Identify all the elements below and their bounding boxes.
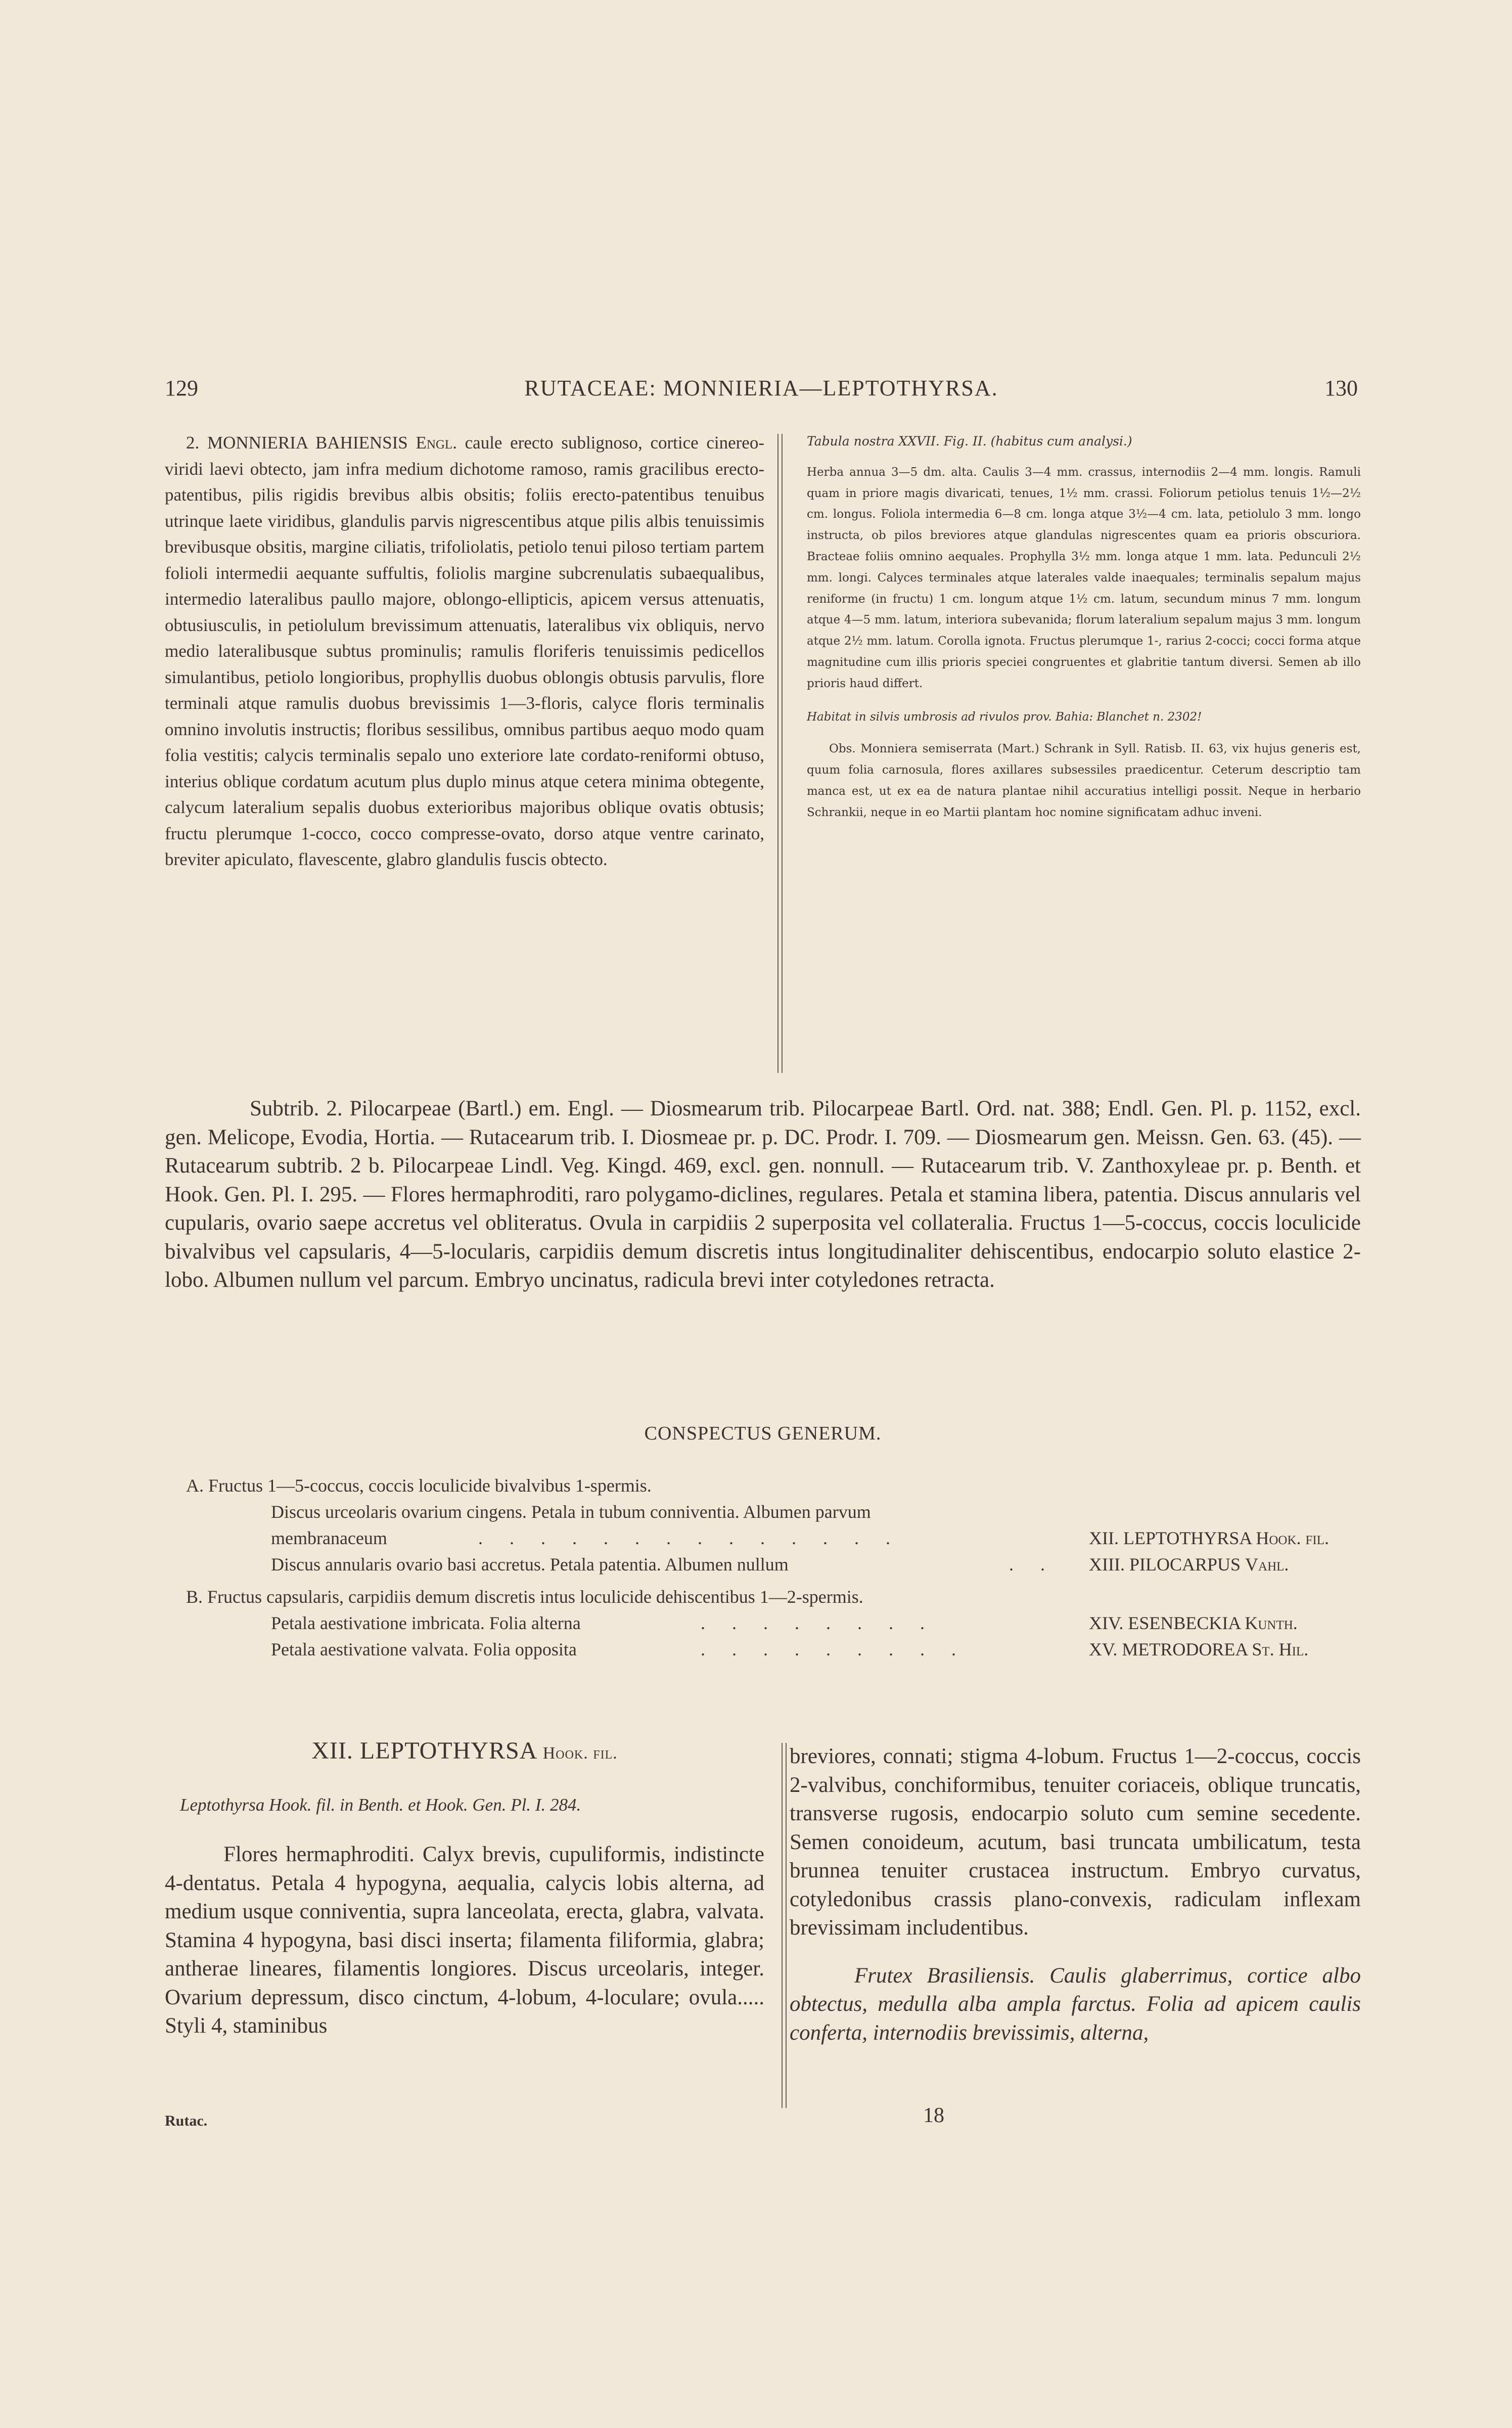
genus-leptothyrsa: XII. LEPTOTHYRSA Hook. fil. bbox=[1089, 1528, 1330, 1548]
species-notes bbox=[807, 431, 1361, 824]
key-row bbox=[165, 1525, 1361, 1551]
species-paragraph bbox=[165, 430, 764, 873]
key-row bbox=[165, 1610, 1361, 1636]
key-couplet: Petala aestivatione valvata. Folia opposita bbox=[271, 1639, 577, 1659]
genus-reference: Leptothyrsa Hook. fil. in Benth. et Hook. Gen. Pl. I. 284. bbox=[180, 1795, 581, 1815]
plate-reference: Tabula nostra XXVII. Fig. II. (habitus cum analysi.) bbox=[807, 434, 1132, 448]
key-lead-a: A. Fructus 1—5-coccus, coccis loculicide bivalvibus 1-spermis. bbox=[186, 1475, 652, 1496]
conspectus-title: CONSPECTUS GENERUM. bbox=[644, 1423, 882, 1444]
key-couplet: Discus annularis ovario basi accretus. Petala patentia. Albumen nullum bbox=[271, 1554, 789, 1575]
key-row bbox=[165, 1499, 1361, 1525]
running-header bbox=[165, 375, 1358, 406]
signature-mark: Rutac. bbox=[165, 2112, 208, 2129]
genus-description-left bbox=[165, 1840, 764, 2041]
observation-note: Obs. Monniera semiserrata (Mart.) Schrank in Syll. Ratisb. II. 63, vix hujus generis est, quum folia carnosula, flores axillares subsessiles praedicentur. Ceterum descriptio tam manca est, ut ex ea de natura plantae nihil accuratius intelligi possit. Neque in herbario Schrankii, neque in eo Martii plantam hoc nomine significatam adhuc inveni. bbox=[807, 742, 1361, 819]
key-row bbox=[165, 1551, 1361, 1578]
key-row bbox=[165, 1472, 1361, 1499]
subtribe-text: Subtrib. 2. Pilocarpeae (Bartl.) em. Engl. — Diosmearum trib. Pilocarpeae Bartl. Ord. nat. 388; Endl. Gen. Pl. p. 1152, excl. gen. Melicope, Evodia, Hortia. — Rutacearum trib. I. Diosmeae pr. p. DC. Prodr. I. 709. — Diosmearum gen. Meissn. Gen. 63. (45). — Rutacearum subtrib. 2 b. Pilocarpeae Lindl. Veg. Kingd. 469, excl. gen. nonnull. — Rutacearum trib. V. Zanthoxyleae pr. p. Benth. et Hook. Gen. Pl. I. 295. — Flores hermaphroditi, raro polygamo-diclines, regulares. Petala et stamina libera, patentia. Discus annularis vel cupularis, ovario saepe accretus vel obliteratus. Ovula in carpidiis 2 superposita vel collateralia. Fructus 1—5-coccus, coccis loculicide bivalvibus vel capsularis, 4—5-locularis, carpidiis demum discretis intus longitudinaliter dehiscentibus, endocarpio soluto elastice 2-lobo. Albumen nullum vel parcum. Embryo uncinatus, radicula brevi inter cotyledones retracta. bbox=[165, 1097, 1361, 1292]
leader-dots: . . bbox=[1009, 1554, 1056, 1575]
sheet-number: 18 bbox=[923, 2104, 944, 2127]
genus-pilocarpus: XIII. PILOCARPUS Vahl. bbox=[1089, 1554, 1289, 1575]
species-author: Engl. bbox=[416, 433, 457, 453]
genus-esenbeckia: XIV. ESENBECKIA Kunth. bbox=[1089, 1613, 1298, 1633]
genus-description-right bbox=[790, 1742, 1361, 2047]
leader-dots: . . . . . . . . . bbox=[701, 1639, 967, 1659]
column-rule bbox=[777, 434, 783, 1073]
key-lead-b: B. Fructus capsularis, carpidiis demum discretis intus loculicide dehiscentibus 1—2-spermis. bbox=[186, 1587, 863, 1607]
leader-dots: . . . . . . . . bbox=[701, 1613, 936, 1633]
key-couplet-continued: membranaceum bbox=[271, 1528, 387, 1548]
leader-dots: . . . . . . . . . . . . . . bbox=[478, 1528, 901, 1548]
conspectus-key bbox=[165, 1472, 1361, 1662]
species-description bbox=[165, 430, 764, 873]
genus-title: XII. LEPTOTHYRSA Hook. fil. bbox=[311, 1737, 618, 1764]
subtribe-paragraph bbox=[165, 1095, 1361, 1295]
key-couplet: Discus urceolaris ovarium cingens. Petala in tubum conniventia. Albumen parvum bbox=[271, 1502, 871, 1522]
genus-text-left: Flores hermaphroditi. Calyx brevis, cupuliformis, indistincte 4-dentatus. Petala 4 hypogyna, aequalia, calycis lobis alterna, ad medium usque conniventia, supra lanceolata, erecta, glabra, valvata. Stamina 4 hypogyna, basi disci inserta; filamenta filiformia, glabra; antherae lineares, filamentis longiores. Discus urceolaris, integer. Ovarium depressum, disco cinctum, 4-lobum, 4-loculare; ovula..... Styli 4, staminibus bbox=[165, 1842, 764, 2038]
key-row bbox=[165, 1584, 1361, 1610]
key-couplet: Petala aestivatione imbricata. Folia alterna bbox=[271, 1613, 581, 1633]
key-row bbox=[165, 1636, 1361, 1662]
genus-text-right: breviores, connati; stigma 4-lobum. Fructus 1—2-coccus, coccis 2-valvibus, conchiformibus, tenuiter coriaceis, oblique truncatis, transverse rugosis, endocarpio soluto cum semine secedente. Semen conoideum, acutum, basi truncata umbilicatum, testa brunnea tenuiter crustacea instructum. Embryo curvatus, cotyledonibus crassis plano-convexis, radiculam inflexam brevissimam includentibus. bbox=[790, 1744, 1361, 1940]
species-measurements: Herba annua 3—5 dm. alta. Caulis 3—4 mm. crassus, internodiis 2—4 mm. longis. Ramuli quam in priore magis divaricati, tenues, 1½ mm. crassi. Foliorum petiolus tenuis 1½—2½ cm. longus. Foliola intermedia 6—8 cm. longa atque 3½—4 cm. lata, petiolulo 3 mm. longo instructa, ob pilos breviores atque glandulas nigrescentes quam ea prioris obscuriora. Bracteae foliis omnino aequales. Prophylla 3½ mm. longa atque 1 mm. lata. Pedunculi 2½ mm. longi. Calyces terminales atque laterales valde inaequales; terminalis sepalum majus reniforme (in fructu) 1 cm. longum atque 1½ cm. latum, secundum minus 7 mm. longum atque 4—5 mm. latum, interiora subevanida; florum lateralium sepalum majus 3 mm. longum atque 2½ mm. latum. Corolla ignota. Fructus plerumque 1-, rarius 2-cocci; cocci forma atque magnitudine cum illis prioris speciei congruentes et glabritie tantum diversi. Semen ab illo prioris haud differt. bbox=[807, 465, 1361, 690]
species-text: caule erecto sublignoso, cortice cinereo-viridi laevi obtecto, jam infra medium dichotome ramoso, ramis gracilibus erecto-patentibus, pilis rigidis brevibus albis obsitis; foliis erecto-patentibus tenuibus utrinque laete viridibus, glandulis parvis nigrescentibus atque pilis albis tenuissimis brevibusque obsitis, margine ciliatis, trifoliolatis, petiolo tenui piloso tertiam partem folioli intermedii aequante suffultis, foliolis margine subcrenulatis subaequalibus, intermedio lateralibus paullo majore, oblongo-ellipticis, apicem versus attenuatis, obtusiusculis, in petiolulum brevissimum attenuatis, lateralibus vix obliquis, nervo medio lateralibusque subtus prominulis; ramulis floriferis tenuissimis pedicellos simulantibus, petiolo longioribus, prophyllis duobus oblongis obtusis parvulis, flore terminali atque ramulis duobus brevissimis 1—3-floris, calyce floris terminalis omnino involutis instructis; floribus sessilibus, omnibus partibus aequo modo quam folia vestitis; calycis terminalis sepalo uno exteriore late cordato-reniformi obtuso, interius oblique cordatum acutum plus duplo minus atque cetera minima obtegente, calycum lateralium sepalis duobus exterioribus majoribus oblique ovatis obtusis; fructu plerumque 1-cocco, cocco compresse-ovato, dorso atque ventre carinato, breviter apiculato, flavescente, glabro glandulis fuscis obtecto. bbox=[165, 433, 764, 869]
frutex-paragraph: Frutex Brasiliensis. Caulis glaberrimus, cortice albo obtectus, medulla alba ampla farctus. Folia ad apicem caulis conferta, internodiis brevissimis, alterna, bbox=[790, 1963, 1361, 2045]
genus-metrodorea: XV. METRODOREA St. Hil. bbox=[1089, 1639, 1309, 1659]
habitat-note: Habitat in silvis umbrosis ad rivulos prov. Bahia: Blanchet n. 2302! bbox=[807, 710, 1202, 724]
column-rule bbox=[782, 1743, 787, 2108]
page-number-right: 130 bbox=[1324, 376, 1358, 400]
page-number-left: 129 bbox=[165, 376, 198, 400]
running-title: RUTACEAE: MONNIERIA—LEPTOTHYRSA. bbox=[524, 376, 998, 400]
species-name: 2. MONNIERIA BAHIENSIS bbox=[186, 433, 408, 453]
